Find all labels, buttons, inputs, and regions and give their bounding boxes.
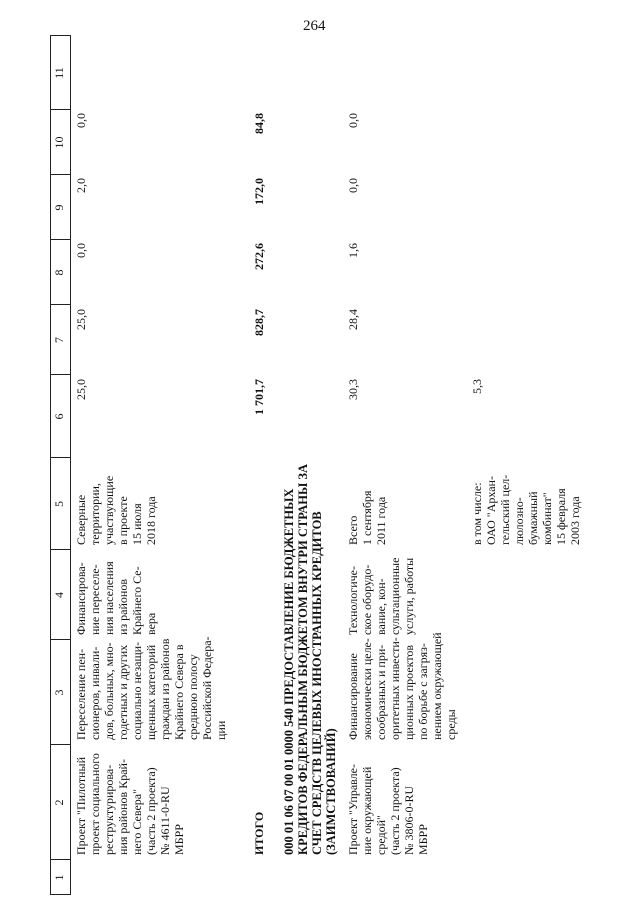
column-number: 5	[52, 501, 66, 507]
value-col9: 0,0	[346, 178, 360, 193]
page-number: 264	[303, 18, 326, 34]
project-purpose: Переселение пен- сионеров, инвали- дов, больных, мно- годетных и других социально незащи- щенных категорий граждан из районов Крайнего Севера в среднюю полосу Российской Федера- ции	[74, 636, 228, 740]
value-col8: 1,6	[346, 243, 360, 258]
project-name: Проект "Пилотный проект социального реструктурирова- ния районов Край- него Севера" (часть 2 проекта) № 4611-0-RU МБРР	[74, 753, 186, 855]
value-col6: 25,0	[74, 379, 88, 400]
total-col7: 828,7	[252, 309, 266, 336]
total-col8: 272,6	[252, 243, 266, 270]
column-number: 2	[52, 799, 66, 806]
value-col6: 30,3	[346, 379, 360, 400]
table-top-rule	[50, 35, 51, 895]
column-number: 4	[52, 592, 66, 598]
value-col10: 0,0	[74, 113, 88, 128]
project-direction: Финансирова- ние переселе- ния населения из районов Крайнего Се- вера	[74, 561, 158, 635]
column-number: 1	[52, 874, 66, 881]
project-purpose: Финансирование экономически целе- сообразных и при- оритетных инвести- ционных проектов по борьбе с загряз- нением окружающей среды	[346, 632, 458, 740]
project-name: Проект "Управле- ние окружающей средой" (часть 2 проекта) № 3806-0-RU МБРР	[346, 764, 430, 855]
rotated-table	[50, 35, 635, 895]
value-col7: 25,0	[74, 309, 88, 330]
project-direction: Технологиче- ское оборудо- вание, кон- сультационные услуги, работы	[346, 557, 416, 635]
column-number: 6	[52, 413, 66, 420]
column-number: 11	[52, 67, 66, 79]
total-label: ИТОГО	[252, 811, 266, 855]
total-col6: 1 701,7	[252, 379, 266, 415]
section-heading: 000 01 06 07 00 01 0000 540 ПРЕДОСТАВЛЕНИЕ БЮДЖЕТНЫХ КРЕДИТОВ ФЕДЕРАЛЬНЫМ БЮДЖЕТОМ ВНУТРИ СТРАНЫ ЗА СЧЕТ СРЕДСТВ ЦЕЛЕВЫХ ИНОСТРАННЫХ КРЕДИТОВ (ЗАИМСТВОВАНИЙ)	[282, 463, 338, 855]
project-borrower: в том числе: ОАО "Архан- гельский цел- люлозно- бумажный комбинат" 15 февраля 2003 года	[470, 474, 582, 545]
total-col9: 172,0	[252, 178, 266, 205]
header-bottom-rule	[70, 35, 71, 895]
column-number: 8	[52, 269, 66, 276]
total-col10: 84,8	[252, 113, 266, 134]
value-col10: 0,0	[346, 113, 360, 128]
project-borrower: Всего 1 сентября 2011 года	[346, 490, 388, 545]
column-number: 9	[52, 204, 66, 211]
value-col6: 5,3	[470, 379, 484, 394]
value-col7: 28,4	[346, 309, 360, 330]
column-number: 10	[52, 136, 66, 149]
project-borrower: Северные территории, участвующие в проекте 15 июля 2018 года	[74, 475, 158, 545]
value-col8: 0,0	[74, 243, 88, 258]
column-number: 7	[52, 337, 66, 343]
column-number: 3	[52, 689, 66, 696]
value-col9: 2,0	[74, 178, 88, 193]
